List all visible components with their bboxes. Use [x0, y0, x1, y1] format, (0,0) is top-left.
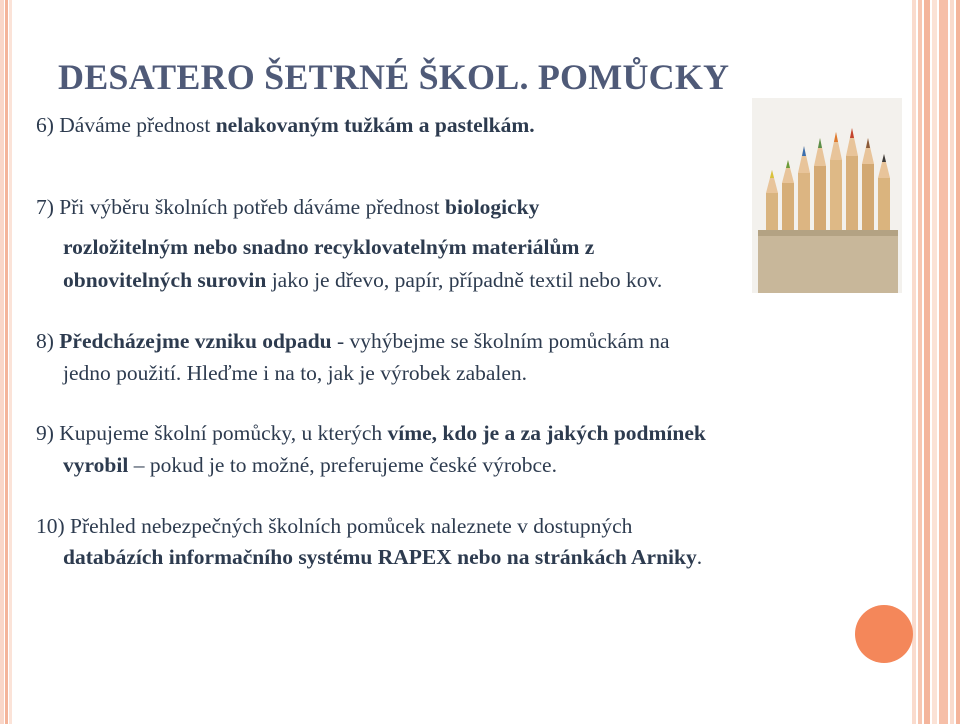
right-decorative-stripes: [912, 0, 960, 724]
item-10-line-1: 10) Přehled nebezpečných školních pomůcek naleznete v dostupných: [36, 514, 633, 538]
pencils-in-box-icon: [752, 98, 902, 293]
item-7-line-2: rozložitelným nebo snadno recyklovatelným materiálům z: [63, 235, 595, 259]
item-9-line-2: vyrobil – pokud je to možné, preferujeme české výrobce.: [63, 453, 557, 477]
orange-decorative-circle: [855, 605, 913, 663]
item-8-line-1: 8) Předcházejme vzniku odpadu - vyhýbejme se školním pomůckám na: [36, 329, 670, 353]
item-6: 6) Dáváme přednost nelakovaným tužkám a pastelkám.: [36, 113, 535, 137]
item-9-line-1: 9) Kupujeme školní pomůcky, u kterých víme, kdo je a za jakých podmínek: [36, 421, 706, 445]
item-7-line-3: obnovitelných surovin jako je dřevo, papír, případně textil nebo kov.: [63, 268, 663, 292]
left-decorative-stripes: [0, 0, 12, 724]
item-10-line-2: databázích informačního systému RAPEX nebo na stránkách Arniky.: [63, 545, 703, 569]
slide-title: DESATERO ŠETRNÉ ŠKOL. POMŮCKY: [58, 57, 730, 97]
item-8-line-2: jedno použití. Hleďme i na to, jak je výrobek zabalen.: [63, 361, 528, 385]
item-7-line-1: 7) Při výběru školních potřeb dáváme přednost biologicky: [36, 195, 540, 219]
